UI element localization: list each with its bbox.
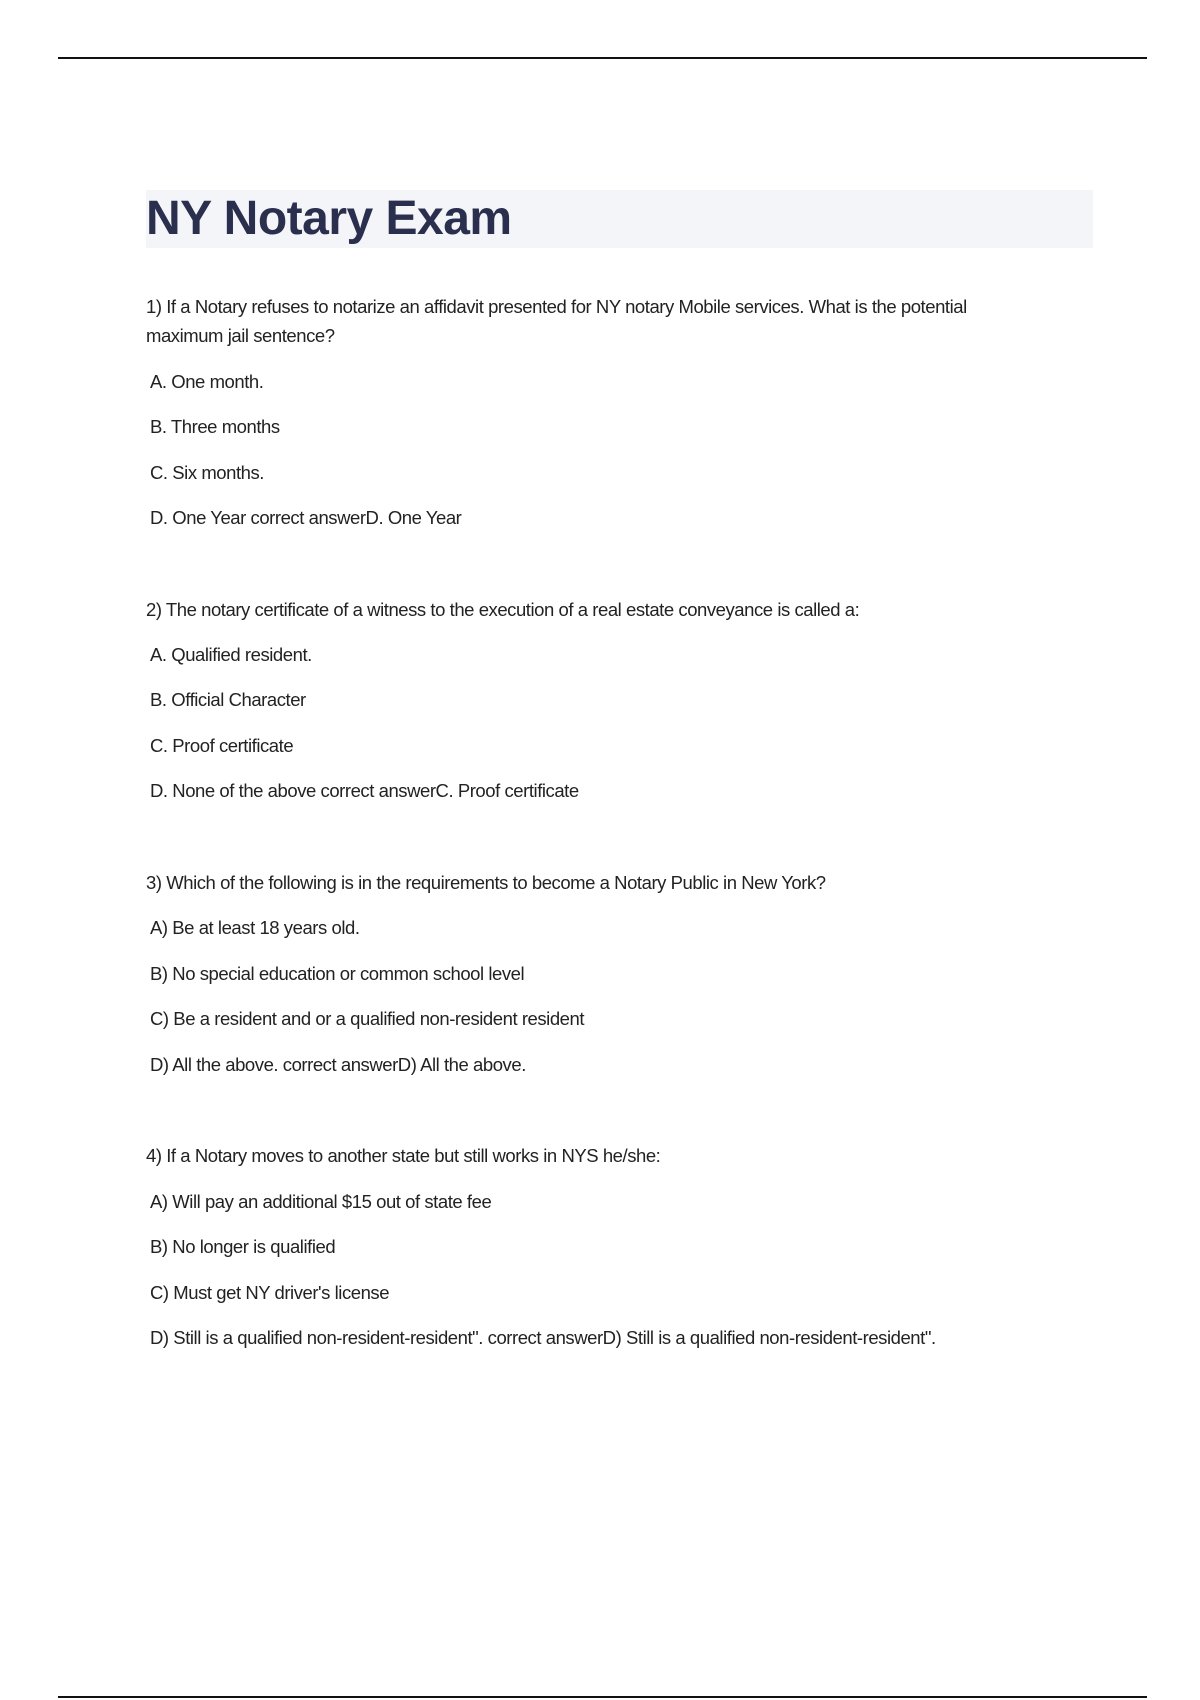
option: A. Qualified resident.	[150, 644, 312, 665]
option: C. Six months.	[150, 462, 264, 483]
option: A) Be at least 18 years old.	[150, 917, 360, 938]
option: B. Three months	[150, 416, 280, 437]
option: C. Proof certificate	[150, 735, 294, 756]
option: D. One Year correct answerD. One Year	[150, 507, 462, 528]
option: D. None of the above correct answerC. Proof certificate	[150, 780, 579, 801]
question-text: 4) If a Notary moves to another state but still works in NYS he/she:	[146, 1145, 661, 1166]
bottom-rule	[58, 1696, 1147, 1698]
page-title: NY Notary Exam	[146, 192, 512, 245]
top-rule	[58, 57, 1147, 59]
question-text: 1) If a Notary refuses to notarize an affidavit presented for NY notary Mobile services. What is the potential maximum jail sentence?	[146, 296, 967, 346]
option: B. Official Character	[150, 689, 306, 710]
option: C) Must get NY driver's license	[150, 1282, 390, 1303]
title-banner	[146, 190, 1093, 248]
question-text: 3) Which of the following is in the requirements to become a Notary Public in New York?	[146, 872, 826, 893]
option: D) All the above. correct answerD) All the above.	[150, 1054, 526, 1075]
option: B) No special education or common school level	[150, 963, 525, 984]
option: C) Be a resident and or a qualified non-resident resident	[150, 1008, 585, 1029]
option: A. One month.	[150, 371, 264, 392]
question-text: 2) The notary certificate of a witness to the execution of a real estate conveyance is called a:	[146, 599, 860, 620]
option: B) No longer is qualified	[150, 1236, 336, 1257]
option: D) Still is a qualified non-resident-resident". correct answerD) Still is a qualified non-resident-resident".	[150, 1327, 936, 1348]
option: A) Will pay an additional $15 out of state fee	[150, 1191, 492, 1212]
